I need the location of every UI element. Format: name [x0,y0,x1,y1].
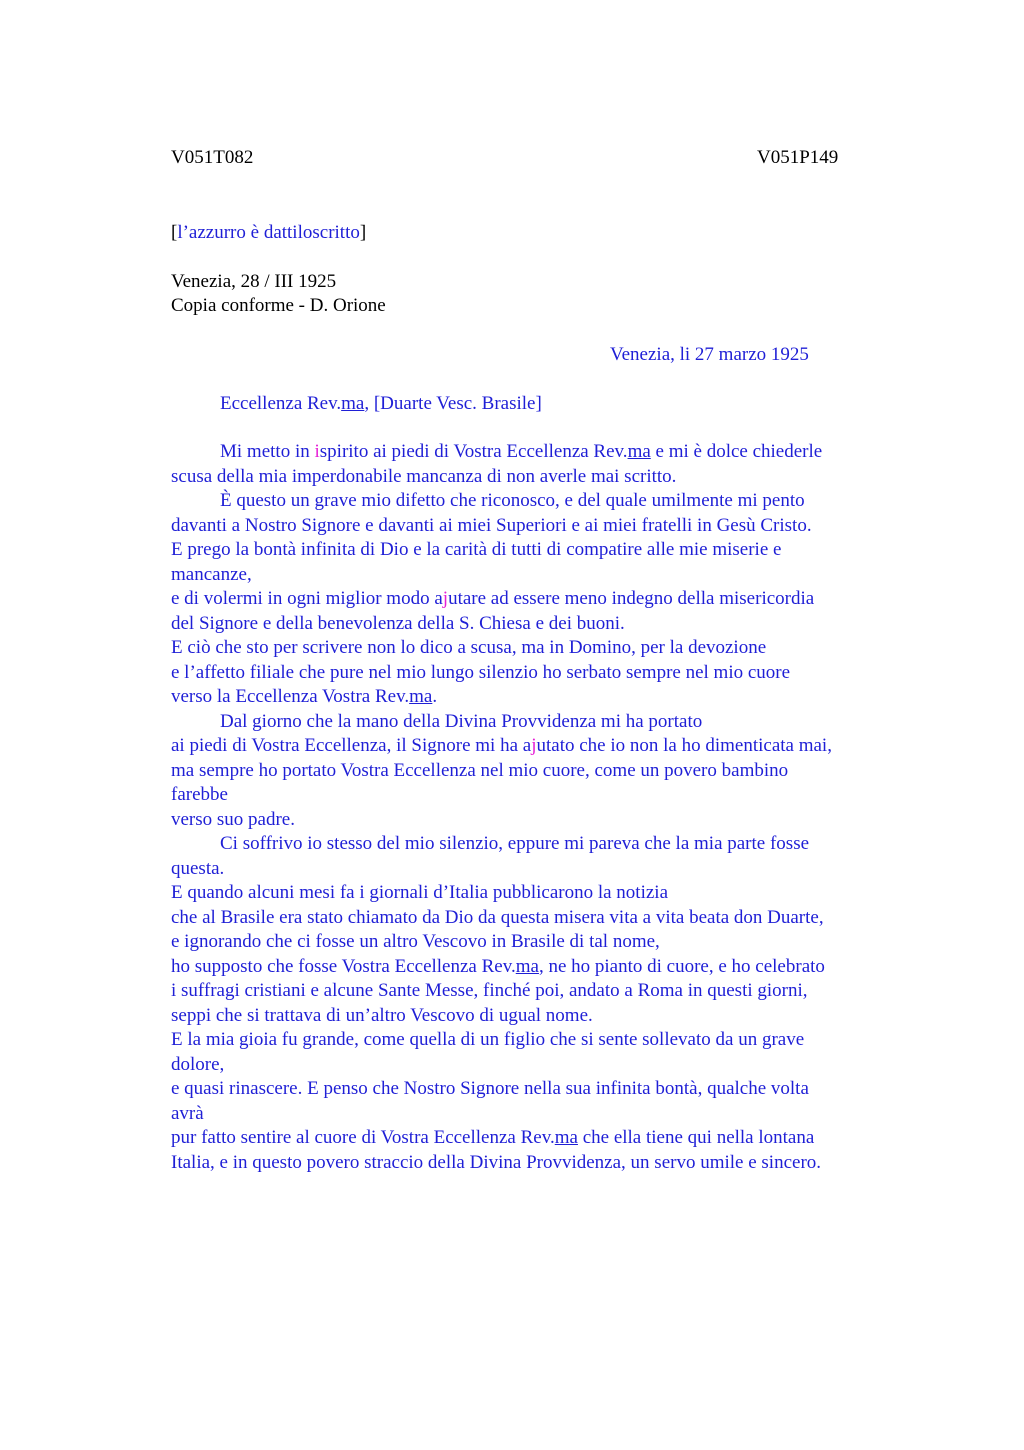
body-line: Ci soffrivo io stesso del mio silenzio, eppure mi pareva che la mia parte fosse [220,833,810,854]
text-run: utare ad essere meno indegno della misericordia [448,588,815,609]
body-line: Dal giorno che la mano della Divina Provvidenza mi ha portato [220,710,703,732]
salutation-comma: , [364,393,374,414]
abbreviation: ma [554,1127,578,1148]
body-line [171,955,911,980]
abbreviation: ma [627,441,651,462]
abbreviation: ma [515,955,539,977]
body-line: mancanze, [171,563,252,585]
salutation-title: Eccellenza Rev. [220,393,342,414]
text-run: . [432,686,438,707]
body-line: e quasi rinascere. E penso che Nostro Signore nella sua infinita bontà, qualche volta [171,1078,809,1099]
correction-mark: j [531,735,537,756]
correction-mark: j [442,588,449,609]
header-left-code: V051T082 [171,147,254,168]
note-text: l’azzurro è dattiloscritto [177,222,360,243]
certification-copy-line: Copia conforme - D. Orione [171,295,386,316]
text-run: e di volermi in ogni miglior modo a [171,588,443,609]
body-line: questa. [171,857,225,879]
letter-body [171,440,911,1175]
letter-date-line: Venezia, li 27 marzo 1925 [610,344,809,365]
body-line: e l’affetto filiale che pure nel mio lungo silenzio ho serbato sempre nel mio cuore [171,661,791,683]
text-run: Mi metto in [220,441,315,462]
body-line [171,587,911,612]
body-line: E ciò che sto per scrivere non lo dico a scusa, ma in Domino, per la devozione [171,637,767,658]
salutation-abbreviation: ma [341,393,365,414]
body-line: verso suo padre. [171,808,295,830]
letter-salutation [220,392,542,416]
body-line: i suffragi cristiani e alcune Sante Messe, finché poi, andato a Roma in questi giorni, [171,980,808,1001]
body-line: avrà [171,1102,204,1124]
body-line: E prego la bontà infinita di Dio e la carità di tutti di compatire alle mie miserie e [171,539,782,560]
body-line: dolore, [171,1053,225,1075]
body-line: È questo un grave mio difetto che riconosco, e del quale umilmente mi pento [220,490,805,511]
body-line [171,440,911,465]
body-line: E la mia gioia fu grande, come quella di un figlio che si sente sollevato da un grave [171,1029,805,1050]
text-run: , ne ho pianto di cuore, e ho celebrato [538,955,825,977]
note-close-bracket: ] [359,222,367,243]
certification-place-date: Venezia, 28 / III 1925 [171,271,337,292]
body-line [171,734,911,759]
text-run: ai piedi di Vostra Eccellenza, il Signore mi ha a [171,735,532,756]
body-line [171,1126,911,1151]
header-right-code: V051P149 [757,147,839,168]
body-line: E quando alcuni mesi fa i giornali d’Italia pubblicarono la notizia [171,882,669,903]
body-line: davanti a Nostro Signore e davanti ai miei Superiori e ai miei fratelli in Gesù Cristo. [171,514,812,536]
correction-mark: i [314,441,320,462]
body-line: farebbe [171,784,228,805]
salutation-recipient-note: [Duarte Vesc. Brasile] [373,393,542,414]
text-run: spirito ai piedi di Vostra Eccellenza Rev. [319,441,628,462]
text-run: pur fatto sentire al cuore di Vostra Eccellenza Rev. [171,1127,555,1148]
body-line: ma sempre ho portato Vostra Eccellenza nel mio cuore, come un povero bambino [171,759,789,781]
body-line: del Signore e della benevolenza della S. Chiesa e dei buoni. [171,612,625,634]
body-line: che al Brasile era stato chiamato da Dio da questa misera vita a vita beata don Duarte, [171,906,824,928]
text-run: ho supposto che fosse Vostra Eccellenza Rev. [171,955,516,977]
abbreviation: ma [409,686,433,707]
body-line: e ignorando che ci fosse un altro Vescovo in Brasile di tal nome, [171,931,660,952]
text-run: e mi è dolce chiederle [650,441,823,462]
text-run: verso la Eccellenza Vostra Rev. [171,686,410,707]
text-run: che ella tiene qui nella lontana [577,1127,815,1148]
body-line: Italia, e in questo povero straccio della Divina Provvidenza, un servo umile e sincero. [171,1151,822,1173]
body-line [171,685,911,710]
text-run: utato che io non la ho dimenticata mai, [536,735,832,756]
body-line: seppi che si trattava di un’altro Vescovo di ugual nome. [171,1004,593,1026]
body-line: scusa della mia imperdonabile mancanza di non averle mai scritto. [171,465,677,487]
note-open-bracket: [ [171,222,178,243]
editorial-note [171,221,366,245]
